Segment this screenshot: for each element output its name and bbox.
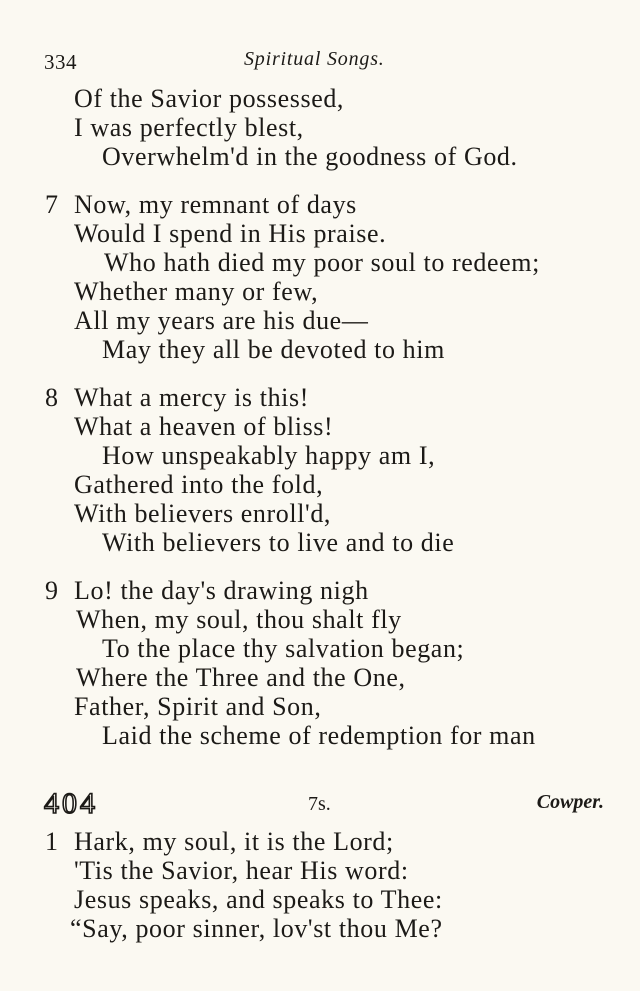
verse-line: Who hath died my poor soul to redeem; <box>104 248 540 277</box>
stanza-number: 7 <box>45 190 58 219</box>
verse-line: “Say, poor sinner, lov'st thou Me? <box>70 914 443 943</box>
verse-line: Now, my remnant of days <box>74 190 357 219</box>
verse-line: Jesus speaks, and speaks to Thee: <box>74 885 443 914</box>
stanza-number: 1 <box>45 827 58 856</box>
verse-line: I was perfectly blest, <box>74 113 304 142</box>
verse-line: What a heaven of bliss! <box>74 412 334 441</box>
verse-line: With believers enroll'd, <box>74 499 332 528</box>
verse-line: Overwhelm'd in the goodness of God. <box>102 142 518 171</box>
verse-line: To the place thy salvation began; <box>102 634 465 663</box>
stanza-number: 8 <box>45 383 58 412</box>
verse-line: Whether many or few, <box>74 277 319 306</box>
verse-line: Father, Spirit and Son, <box>74 692 322 721</box>
verse-line: May they all be devoted to him <box>102 335 445 364</box>
verse-line: Gathered into the fold, <box>74 470 324 499</box>
verse-line: Would I spend in His praise. <box>74 219 387 248</box>
verse-line: Laid the scheme of redemption for man <box>102 721 536 750</box>
stanza-number: 9 <box>45 576 58 605</box>
verse-line: Lo! the day's drawing nigh <box>74 576 369 605</box>
hymn-author: Cowper. <box>536 791 604 813</box>
verse-line: Where the Three and the One, <box>76 663 406 692</box>
verse-line: With believers to live and to die <box>102 528 455 557</box>
verse-line: 'Tis the Savior, hear His word: <box>74 856 409 885</box>
verse-line: What a mercy is this! <box>74 383 309 412</box>
page-number: 334 <box>44 50 77 74</box>
hymn-heading <box>44 787 604 821</box>
verse-line: When, my soul, thou shalt fly <box>76 605 402 634</box>
verse-line: Of the Savior possessed, <box>74 84 345 113</box>
running-title: Spiritual Songs. <box>244 48 385 70</box>
hymn-number: 404 <box>44 787 98 820</box>
verse-line: All my years are his due— <box>74 306 369 335</box>
hymn-meter: 7s. <box>308 793 331 815</box>
verse-line: How unspeakably happy am I, <box>102 441 436 470</box>
page-header <box>44 48 604 78</box>
verse-line: Hark, my soul, it is the Lord; <box>74 827 394 856</box>
